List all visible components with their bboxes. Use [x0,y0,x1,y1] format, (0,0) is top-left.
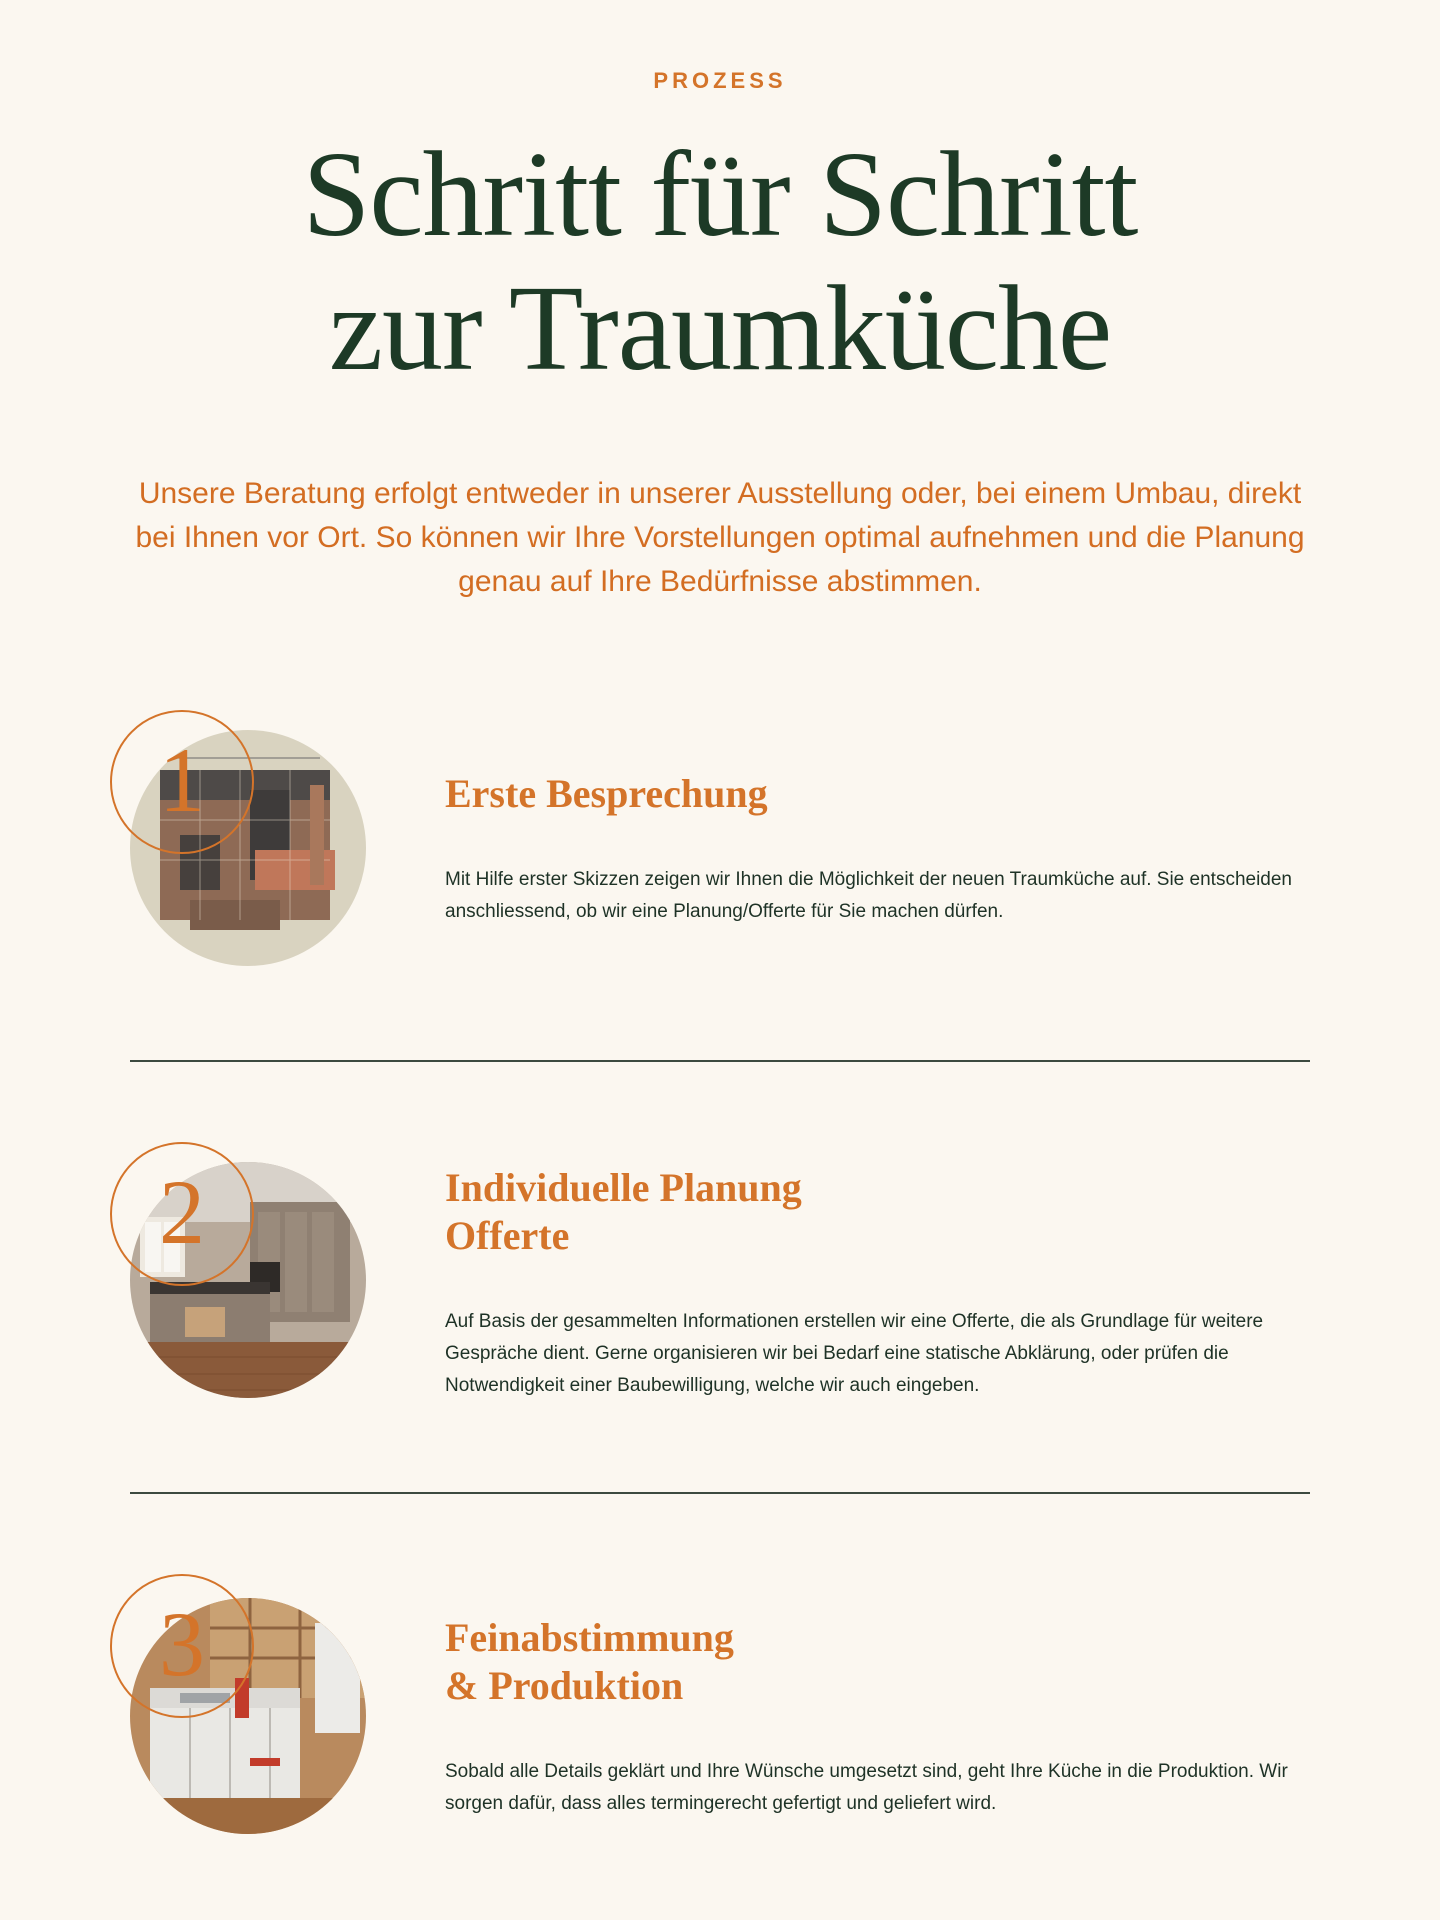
step-description: Sobald alle Details geklärt und Ihre Wünsche umgesetzt sind, geht Ihre Küche in die Produktion. Wir sorgen dafür, dass alles termingerecht gefertigt und geliefert wird. [445,1761,1288,1814]
step-title [445,1614,1145,1710]
step-divider [130,1492,1310,1494]
step-description: Auf Basis der gesammelten Informationen erstellen wir eine Offerte, die als Grundlage für weitere Gespräche dient. Gerne organisieren wir bei Bedarf eine statische Abklärung, oder prüfen die Notwendigkeit einer Baubewilligung, welche wir auch eingeben. [445,1311,1264,1396]
headline-line-2: zur Traumküche [328,261,1112,396]
step-number: 1 [159,729,205,831]
step-divider [130,1060,1310,1062]
section-headline [0,128,1440,396]
step-number: 2 [159,1161,205,1263]
step-title [445,1164,1145,1260]
section-intro: Unsere Beratung erfolgt entweder in unserer Ausstellung oder, bei einem Umbau, direkt bei Ihnen vor Ort. So können wir Ihre Vorstellungen optimal aufnehmen und die Planung genau auf Ihre Bedürfnisse abstimmen. [135,477,1305,598]
step-title-line-1: Feinabstimmung [445,1615,734,1660]
step-title-line-2: & Produktion [445,1663,684,1708]
step-number: 3 [159,1593,205,1695]
step-description: Mit Hilfe erster Skizzen zeigen wir Ihnen die Möglichkeit der neuen Traumküche auf. Sie entscheiden anschliessend, ob wir eine Planung/Offerte für Sie machen dürfen. [445,869,1292,922]
section-eyebrow: PROZESS [653,68,787,93]
headline-line-1: Schritt für Schritt [302,127,1138,262]
step-title-line-1: Individuelle Planung [445,1165,802,1210]
step-title-line-2: Offerte [445,1213,570,1258]
step-title [445,770,1145,818]
step-title-line-1: Erste Besprechung [445,771,768,816]
